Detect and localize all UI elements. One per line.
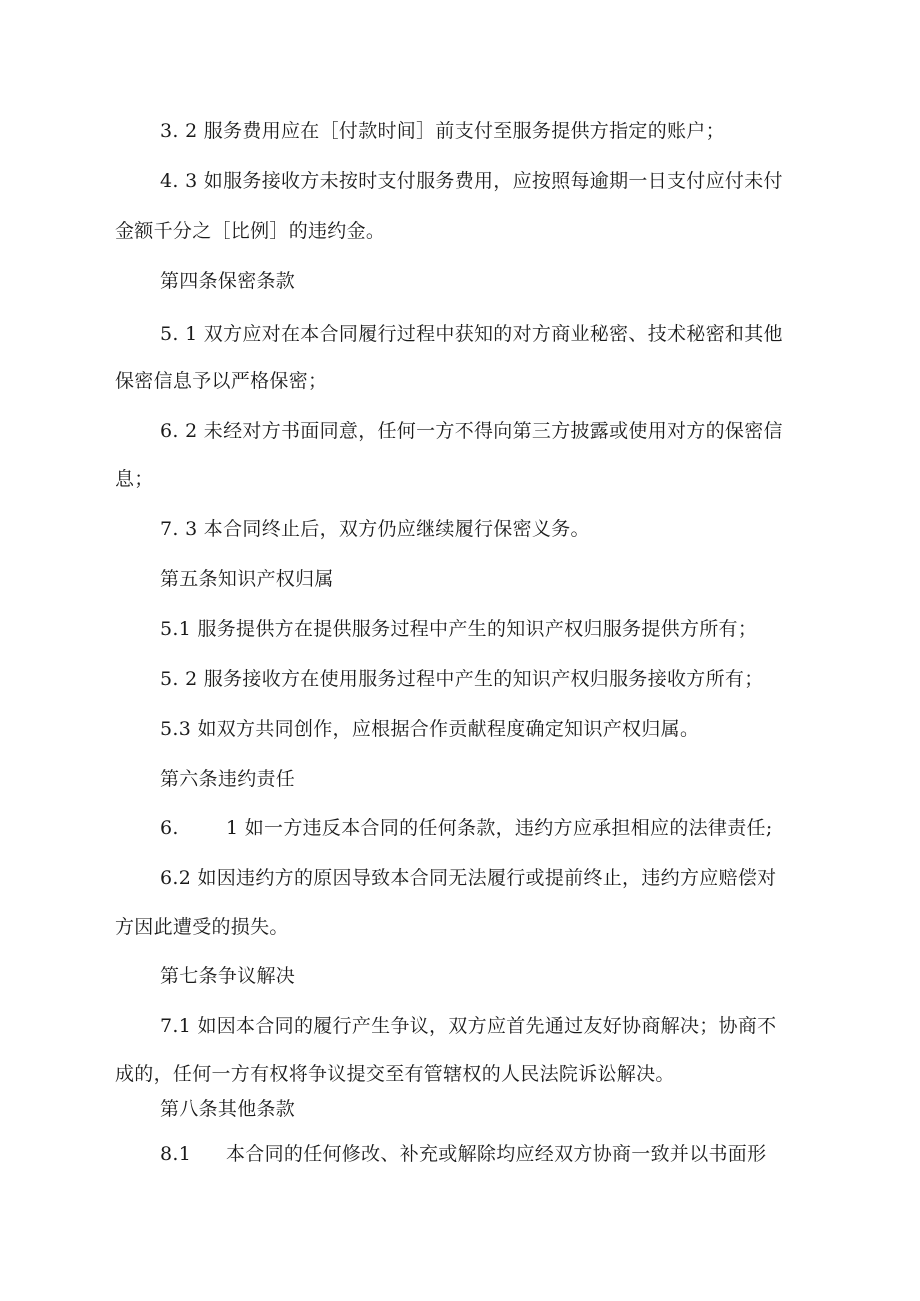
clause-6-2-text-line-1: 6. 2 未经对方书面同意，任何一方不得向第三方披露或使用对方的保密信 xyxy=(160,420,783,442)
clause-7-1-text-line-1: 7.1 如因本合同的履行产生争议，双方应首先通过友好协商解决；协商不 xyxy=(160,1015,777,1037)
article-8-heading: 第八条其他条款 xyxy=(160,1098,296,1120)
article-5-heading: 第五条知识产权归属 xyxy=(160,568,334,590)
clause-6-1-number: 6. xyxy=(160,817,179,839)
clause-4-3-text-line-2: 金额千分之［比例］的违约金。 xyxy=(115,220,386,242)
clause-6-2-breach-text-line-2: 方因此遭受的损失。 xyxy=(115,916,289,938)
clause-5-1-ip-text: 5.1 服务提供方在提供服务过程中产生的知识产权归服务提供方所有； xyxy=(160,618,758,640)
clause-6-2-breach-text-line-1: 6.2 如因违约方的原因导致本合同无法履行或提前终止，违约方应赔偿对 xyxy=(160,867,777,889)
clause-7-1-text-line-2: 成的，任何一方有权将争议提交至有管辖权的人民法院诉讼解决。 xyxy=(115,1063,675,1085)
clause-5-3-ip-text: 5.3 如双方共同创作，应根据合作贡献程度确定知识产权归属。 xyxy=(160,718,700,740)
article-7-heading: 第七条争议解决 xyxy=(160,965,296,987)
clause-8-1-text: 本合同的任何修改、补充或解除均应经双方协商一致并以书面形 xyxy=(226,1143,767,1165)
clause-5-2-ip-text: 5. 2 服务接收方在使用服务过程中产生的知识产权归服务接收方所有； xyxy=(160,668,764,690)
article-6-heading: 第六条违约责任 xyxy=(160,768,296,790)
clause-5-1-text-line-1: 5. 1 双方应对在本合同履行过程中获知的对方商业秘密、技术秘密和其他 xyxy=(160,323,783,345)
clause-7-3-text: 7. 3 本合同终止后，双方仍应继续履行保密义务。 xyxy=(160,518,590,540)
clause-5-1-text-line-2: 保密信息予以严格保密； xyxy=(115,370,328,392)
clause-8-1-number: 8.1 xyxy=(160,1143,192,1165)
clause-4-3-text-line-1: 4. 3 如服务接收方未按时支付服务费用，应按照每逾期一日支付应付未付 xyxy=(160,170,783,192)
clause-3-2-text: 3. 2 服务费用应在［付款时间］前支付至服务提供方指定的账户； xyxy=(160,120,725,142)
clause-6-1-text: 1 如一方违反本合同的任何条款，违约方应承担相应的法律责任; xyxy=(226,817,773,839)
clause-6-2-text-line-2: 息； xyxy=(115,468,154,490)
article-4-heading: 第四条保密条款 xyxy=(160,270,296,292)
